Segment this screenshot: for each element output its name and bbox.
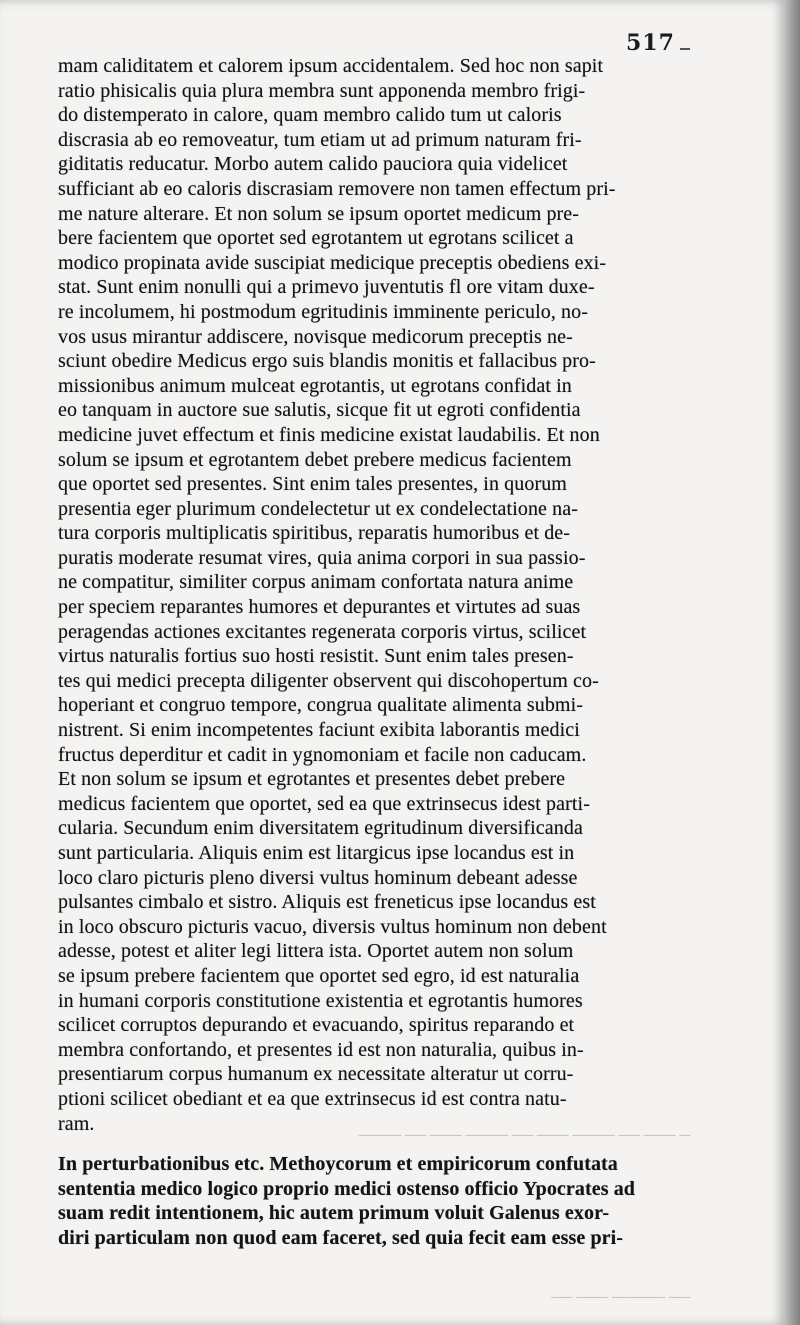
text-line: bere facientem que oportet sed egrotantem ut egrotans scilicet a (58, 227, 574, 250)
text-line: puratis moderate resumat vires, quia anima corpori in sua passio- (58, 546, 586, 569)
paragraph-2 (58, 1152, 696, 1250)
text-line: solum se ipsum et egrotantem debet prebere medicus facientem (58, 448, 572, 471)
text-line: discrasia ab eo removeatur, tum etiam ut ad primum naturam fri- (58, 128, 582, 151)
text-line: sunt particularia. Aliquis enim est litargicus ipse locandus est in (58, 842, 575, 864)
paragraph-1 (58, 54, 696, 1136)
text-line: adesse, potest et aliter legi littera ista. Oportet autem non solum (58, 940, 574, 963)
text-line: mam caliditatem et calorem ipsum accidentalem. Sed hoc non sapit (58, 55, 604, 77)
text-line: missionibus animum mulceat egrotantis, ut egrotans confidat in (58, 374, 572, 397)
text-line: diri particulam non quod eam faceret, sed quia fecit eam esse pri- (58, 1226, 624, 1249)
text-line: hoperiant et congruo tempore, congrua qualitate alimenta submi- (58, 694, 584, 717)
text-line: nistrent. Si enim incompetentes faciunt exibita laborantis medici (58, 719, 580, 742)
text-line: modico propinata avide suscipiat medicique preceptis obediens exi- (58, 251, 607, 274)
text-line: in humani corporis constitutione existentia et egrotantis humores (58, 989, 583, 1012)
text-line: sententia medico logico proprio medici ostenso officio Ypocrates ad (58, 1177, 636, 1200)
text-line: vos usus mirantur addiscere, novisque medicorum preceptis ne- (58, 325, 573, 348)
text-line: in loco obscuro picturis vacuo, diversis vultus hominum non debent (58, 915, 607, 938)
text-line: giditatis reducatur. Morbo autem calido pauciora quia videlicet (58, 153, 568, 176)
text-line: medicus facientem que oportet, sed ea que extrinsecus idest parti- (58, 792, 590, 815)
text-line: do distemperato in calore, quam membro calido tum ut caloris (58, 104, 562, 127)
text-line: tes qui medici precepta diligenter observent qui discohopertum co- (58, 669, 599, 692)
text-line: presentiarum corpus humanum ex necessitate alteratur ut corru- (58, 1063, 574, 1086)
text-line: sciunt obedire Medicus ergo suis blandis monitis et fallacibus pro- (58, 350, 596, 373)
text-line: peragendas actiones excitantes regenerata corporis virtus, scilicet (58, 620, 587, 643)
text-line: ne compatitur, similiter corpus animam confortata natura anime (58, 571, 574, 594)
text-line: stat. Sunt enim nonulli qui a primevo juventutis fl ore vitam duxe- (58, 276, 595, 299)
text-line: ram. (58, 1112, 95, 1135)
text-line: se ipsum prebere facientem que oportet sed egro, id est naturalia (58, 964, 580, 987)
text-line: presentia eger plurimum condelectetur ut ex condelectatione na- (58, 497, 578, 520)
text-line: membra confortando, et presentes id est non naturalia, quibus in- (58, 1038, 584, 1061)
text-line: Et non solum se ipsum et egrotantes et presentes debet prebere (58, 768, 566, 791)
text-line: sufficiant ab eo caloris discrasiam removere non tamen effectum pri- (58, 177, 616, 200)
text-line: que oportet sed presentes. Sint enim tales presentes, in quorum (58, 473, 567, 496)
text-line: ptioni scilicet obediant et ea que extrinsecus id est contra natu- (58, 1087, 567, 1110)
text-line: tura corporis multiplicatis spiritibus, reparatis humoribus et de- (58, 522, 571, 545)
text-line: re incolumem, hi postmodum egritudinis imminente periculo, no- (58, 300, 588, 323)
scan-edge-shadow (786, 0, 800, 1325)
text-line: suam redit intentionem, hic autem primum voluit Galenus exor- (58, 1202, 610, 1225)
text-line: pulsantes cimbalo et sistro. Aliquis est freneticus ipse locandus est (58, 891, 596, 914)
show-through-text: ─ ─── ── ──── ─── ── ──── ─── ── ──── (358, 1128, 690, 1144)
page-text-block (58, 54, 696, 1251)
page-number: 517 (626, 30, 675, 56)
text-line: ratio phisicalis quia plura membra sunt apponenda membro frigi- (58, 79, 586, 102)
text-line: medicine juvet effectum et finis medicine existat laudabilis. Et non (58, 423, 600, 446)
text-line: cularia. Secundum enim diversitatem egritudinum diversificanda (58, 817, 583, 840)
text-line: virtus naturalis fortius suo hosti resistit. Sunt enim tales presen- (58, 645, 574, 668)
text-line: loco claro picturis pleno diversi vultus hominum debeant adesse (58, 866, 578, 889)
text-line: per speciem reparantes humores et depurantes et virtutes ad suas (58, 596, 581, 619)
text-line: eo tanquam in auctore sue salutis, sicque fit ut egroti confidentia (58, 399, 581, 422)
show-through-footnote: ── ───── ─── ── (551, 1290, 690, 1306)
page-number-dash (680, 48, 690, 50)
text-line: scilicet corruptos depurando et evacuando, spiritus reparando et (58, 1014, 575, 1037)
text-line: fructus deperditur et cadit in ygnomoniam et facile non caducam. (58, 743, 587, 766)
text-line: In perturbationibus etc. Methoycorum et empiricorum confutata (58, 1153, 618, 1176)
text-line: me nature alterare. Et non solum se ipsum oportet medicum pre- (58, 202, 580, 225)
